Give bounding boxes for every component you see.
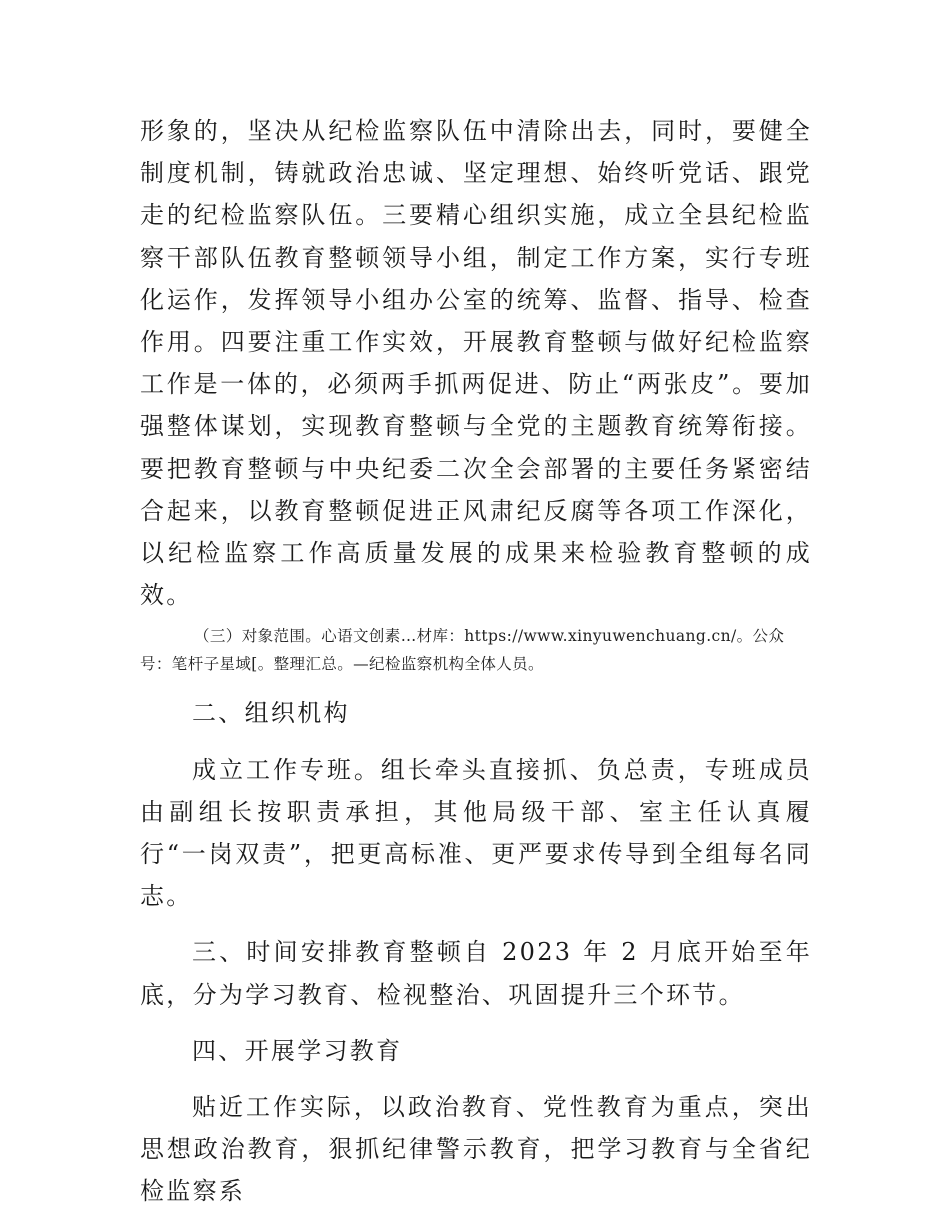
scope-note: （三）对象范围。心语文创素…材库：https://www.xinyuwenchuang.cn/。公众号：笔杆子星域[。整理汇总。—纪检监察机构全体人员。 [140,627,785,674]
study-paragraph: 贴近工作实际，以政治教育、党性教育为重点，突出思想政治教育，狠抓纪律警示教育，把学习教育与全省纪检监察系 [140,1093,812,1206]
intro-paragraph: 形象的，坚决从纪检监察队伍中清除出去，同时，要健全制度机制，铸就政治忠诚、坚定理想、始终听党话、跟党走的纪检监察队伍。三要精心组织实施，成立全县纪检监察干部队伍教育整顿领导小组，制定工作方案，实行专班化运作，发挥领导小组办公室的统筹、监督、指导、检查作用。四要注重工作实效，开展教育整顿与做好纪检监察工作是一体的，必须两手抓两促进、防止“两张皮”。要加强整体谋划，实现教育整顿与全党的主题教育统筹衔接。要把教育整顿与中央纪委二次全会部署的主要任务紧密结合起来，以教育整顿促进正风肃纪反腐等各项工作深化，以纪检监察工作高质量发展的成果来检验教育整顿的成效。 [140,117,812,610]
document-page [140,110,812,1213]
schedule-paragraph: 三、时间安排教育整顿自 2023 年 2 月底开始至年底，分为学习教育、检视整治、巩固提升三个环节。 [140,938,812,1009]
section-heading-organization: 二、组织机构 [192,699,350,728]
section-heading-study: 四、开展学习教育 [192,1036,403,1065]
organization-paragraph: 成立工作专班。组长牵头直接抓、负总责，专班成员由副组长按职责承担，其他局级干部、室主任认真履行“一岗双责”，把更高标准、更严要求传导到全组每名同志。 [140,755,812,911]
